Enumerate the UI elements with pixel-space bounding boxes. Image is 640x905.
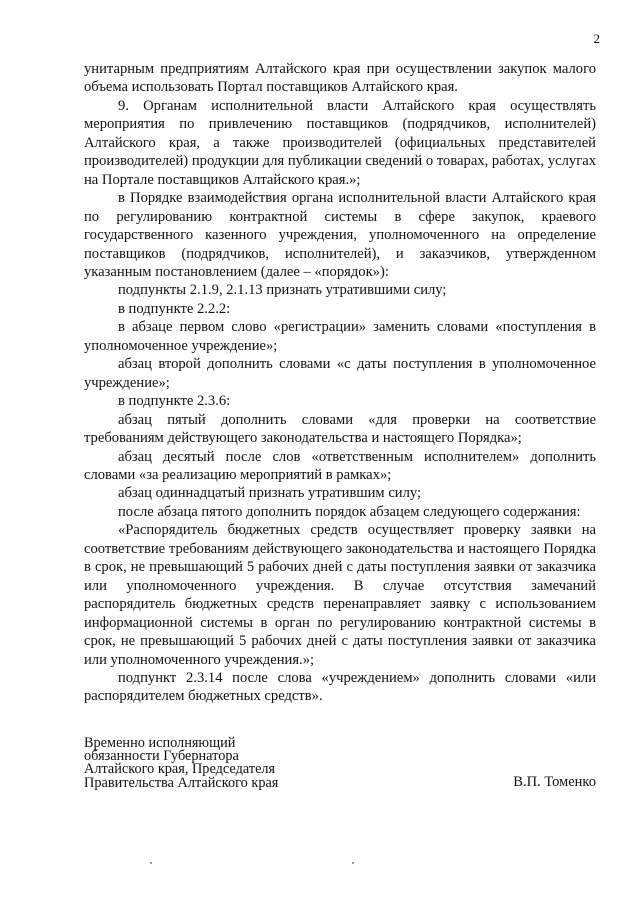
paragraph: абзац одиннадцатый признать утратившим силу; — [118, 485, 422, 502]
paragraph: в абзаце первом слово «регистрации» заменить словами «поступления в уполномоченное учреждение»; — [84, 319, 596, 354]
scan-speck — [150, 862, 152, 864]
signatory-title: Временно исполняющий обязанности Губернатора Алтайского края, Председателя Правительства Алтайского края — [84, 735, 279, 791]
document-body — [84, 60, 596, 706]
signature-block — [84, 737, 596, 790]
quoted-paragraph: «Распорядитель бюджетных средств осуществляет проверку заявки на соответствие требованиям действующего законодательства и настоящего Порядка в срок, не превышающий 5 рабочих дней с даты поступления заявки от заказчика или уполномоченного учреждения. В случае отсутствия замечаний распорядитель бюджетных средств перенаправляет заявку с использованием информационной системы в орган по регулированию контрактной системы в срок, не превышающий 5 рабочих дней с даты поступления заявки от заказчика или уполномоченного учреждения.»; — [84, 522, 596, 668]
paragraph: в подпункте 2.2.2: — [118, 300, 231, 317]
paragraph: 9. Органам исполнительной власти Алтайского края осуществлять мероприятия по привлечению поставщиков (подрядчиков, исполнителей) Алтайского края, а также производителей (официальных представителей производителей) продукции для публикации сведений о товарах, работах, услугах на Портале поставщиков Алтайского края.»; — [84, 97, 596, 188]
paragraph: абзац десятый после слов «ответственным исполнителем» дополнить словами «за реализацию мероприятий в рамках»; — [84, 448, 596, 483]
signatory-name: В.П. Томенко — [513, 774, 596, 790]
paragraph: подпункты 2.1.9, 2.1.13 признать утратившими силу; — [118, 282, 447, 299]
page-number: 2 — [593, 31, 600, 46]
paragraph: в Порядке взаимодействия органа исполнительной власти Алтайского края по регулированию контрактной системы в сфере закупок, краевого государственного казенного учреждения, уполномоченного на определение поставщиков (подрядчиков, исполнителей), и заказчиков, утвержденном указанным постановлением (далее – «порядок»): — [84, 190, 596, 280]
paragraph: после абзаца пятого дополнить порядок абзацем следующего содержания: — [118, 503, 581, 520]
paragraph: унитарным предприятиям Алтайского края при осуществлении закупок малого объема использовать Портал поставщиков Алтайского края. — [84, 61, 596, 96]
paragraph: в подпункте 2.3.6: — [118, 393, 231, 410]
scan-speck — [352, 862, 354, 864]
paragraph: абзац пятый дополнить словами «для проверки на соответствие требованиям действующего законодательства и настоящего Порядка»; — [84, 411, 596, 447]
paragraph: подпункт 2.3.14 после слова «учреждением» дополнить словами «или распорядителем бюджетных средств». — [84, 669, 596, 705]
paragraph: абзац второй дополнить словами «с даты поступления в уполномоченное учреждение»; — [84, 356, 596, 391]
